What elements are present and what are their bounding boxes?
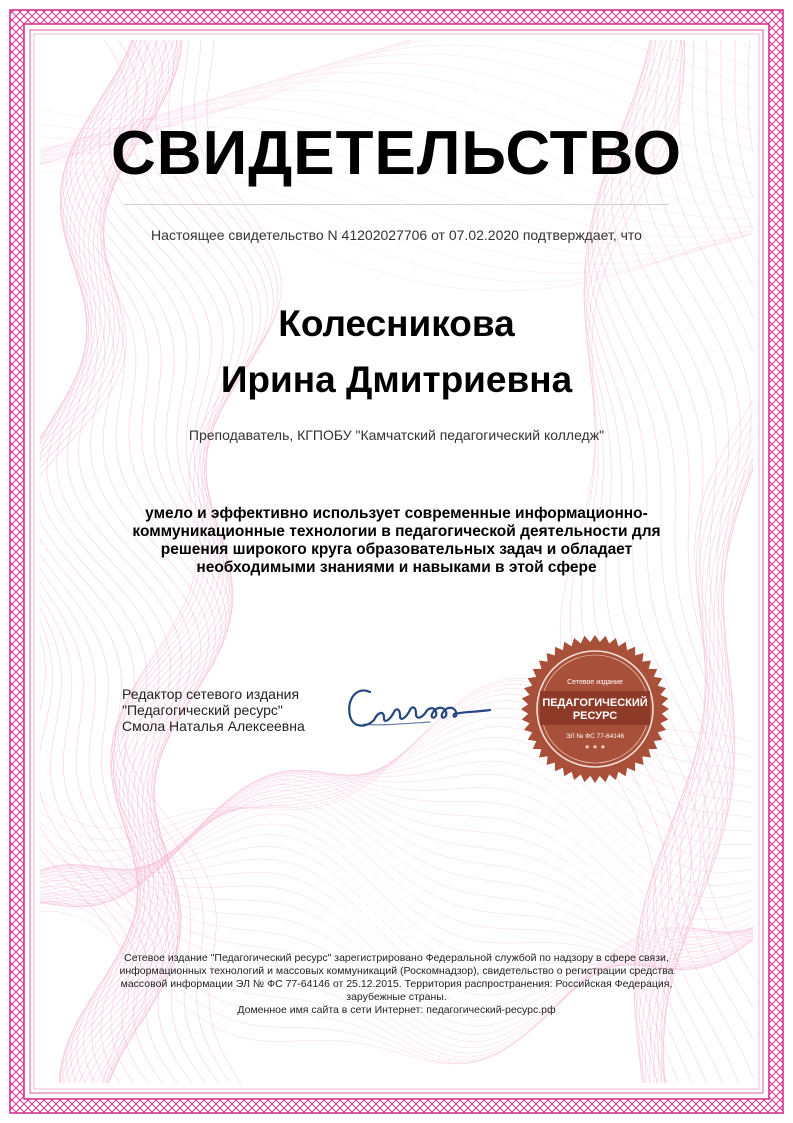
editor-title: Редактор сетевого издания — [122, 686, 300, 702]
seal-stars: ★ ★ ★ — [584, 743, 606, 751]
editor-block — [122, 686, 305, 734]
recipient-position: Преподаватель, КГПОБУ "Камчатский педагогический колледж" — [188, 427, 605, 443]
title-divider — [124, 204, 669, 205]
signature-image — [340, 676, 500, 740]
publisher-seal — [520, 634, 670, 784]
legal-footer — [115, 952, 678, 1017]
recipient-given-names: Ирина Дмитриевна — [220, 359, 573, 400]
editor-publication: "Педагогический ресурс" — [122, 702, 283, 718]
recipient-name — [0, 296, 793, 408]
seal-registration-text: ЭЛ № ФС 77-64146 — [565, 733, 625, 740]
editor-name: Смола Наталья Алексеевна — [122, 718, 305, 734]
registration-notice: Сетевое издание "Педагогический ресурс" зарегистрировано Федеральной службой по надзору в сфере связи, информационных технологий и массовых коммуникаций (Роскомнадзор), свидетельство о регистрации средства массовой информации ЭЛ № ФС 77-64146 от 25.12.2015. Территория распространения: Российская Федерация, зарубежные страны. — [119, 952, 674, 1003]
certificate-intro: Настоящее свидетельство N 41202027706 от 07.02.2020 подтверждает, что — [151, 227, 642, 243]
certificate-statement: умело и эффективно использует современные информационно-коммуникационные технологии в педагогической деятельности для решения широкого круга образовательных задач и обладает необходимыми знаниями и навыками в этой сфере — [132, 505, 661, 576]
recipient-surname: Колесникова — [278, 303, 515, 344]
seal-top-text: Сетевое издание — [567, 679, 623, 686]
seal-main-text-line1: ПЕДАГОГИЧЕСКИЙ — [542, 697, 648, 709]
certificate-title: СВИДЕТЕЛЬСТВО — [111, 119, 682, 188]
domain-notice: Доменное имя сайта в сети Интернет: педагогический-ресурс.рф — [237, 1004, 556, 1016]
seal-main-text-line2: РЕСУРС — [572, 710, 618, 722]
